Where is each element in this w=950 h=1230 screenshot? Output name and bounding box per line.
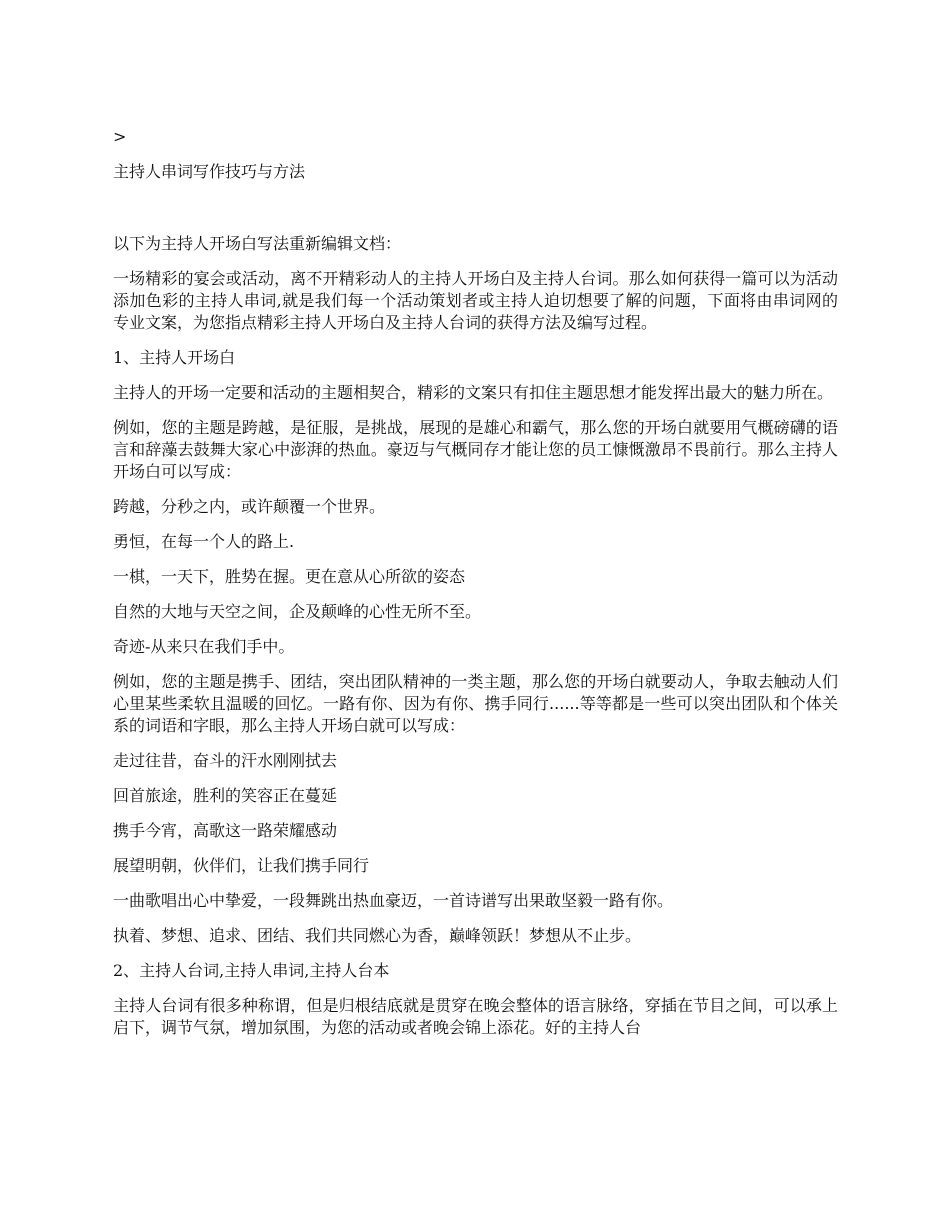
verse-line: 一曲歌唱出心中挚爱，一段舞跳出热血豪迈，一首诗谱写出果敢坚毅一路有你。 (113, 891, 674, 910)
page-marker: > (113, 127, 127, 146)
paragraph: 例如，您的主题是携手、团结，突出团队精神的一类主题，那么您的开场白就要动人，争取去触动人们心里某些柔软且温暖的回忆。一路有你、因为有你、携手同行......等等都是一些可以突出团队和个体关系的词语和字眼，那么主持人开场白就可以写成： (113, 672, 838, 735)
paragraph: 主持人台词有很多种称谓，但是归根结底就是贯穿在晚会整体的语言脉络，穿插在节目之间，可以承上启下，调节气氛，增加氛围，为您的活动或者晚会锦上添花。好的主持人台 (113, 996, 838, 1037)
verse-line: 跨越，分秒之内，或许颠覆一个世界。 (113, 497, 386, 516)
verse-line: 奇迹-从来只在我们手中。 (113, 637, 295, 656)
verse-line: 勇恒，在每一个人的路上. (113, 532, 295, 551)
paragraph: 主持人的开场一定要和活动的主题相契合，精彩的文案只有扣住主题思想才能发挥出最大的魅力所在。 (113, 383, 834, 402)
verse-line: 携手今宵，高歌这一路荣耀感动 (113, 821, 338, 840)
paragraph: 例如，您的主题是跨越，是征服，是挑战，展现的是雄心和霸气，那么您的开场白就要用气概磅礴的语言和辞藻去鼓舞大家心中澎湃的热血。豪迈与气概同存才能让您的员工慷慨激昂不畏前行。那么主持人开场白可以写成： (113, 418, 838, 481)
verse-line: 执着、梦想、追求、团结、我们共同燃心为香，巅峰领跃！梦想从不止步。 (113, 926, 642, 945)
document-body (113, 233, 838, 1052)
verse-line: 自然的大地与天空之间，企及颠峰的心性无所不至。 (113, 602, 482, 621)
verse-line: 展望明朝，伙伴们，让我们携手同行 (113, 856, 370, 875)
section-heading: 2、主持人台词,主持人串词,主持人台本 (113, 961, 390, 980)
verse-line: 一棋，一天下，胜势在握。更在意从心所欲的姿态 (113, 567, 466, 586)
document-title: 主持人串词写作技巧与方法 (113, 162, 306, 181)
verse-line: 回首旅途，胜利的笑容正在蔓延 (113, 786, 338, 805)
section-heading: 1、主持人开场白 (113, 348, 236, 367)
verse-line: 走过往昔，奋斗的汗水刚刚拭去 (113, 751, 338, 770)
paragraph: 一场精彩的宴会或活动，离不开精彩动人的主持人开场白及主持人台词。那么如何获得一篇可以为活动添加色彩的主持人串词,就是我们每一个活动策划者或主持人迫切想要了解的问题，下面将由串词网的专业文案，为您指点精彩主持人开场白及主持人台词的获得方法及编写过程。 (113, 269, 838, 332)
intro-line: 以下为主持人开场白写法重新编辑文档： (113, 234, 402, 253)
